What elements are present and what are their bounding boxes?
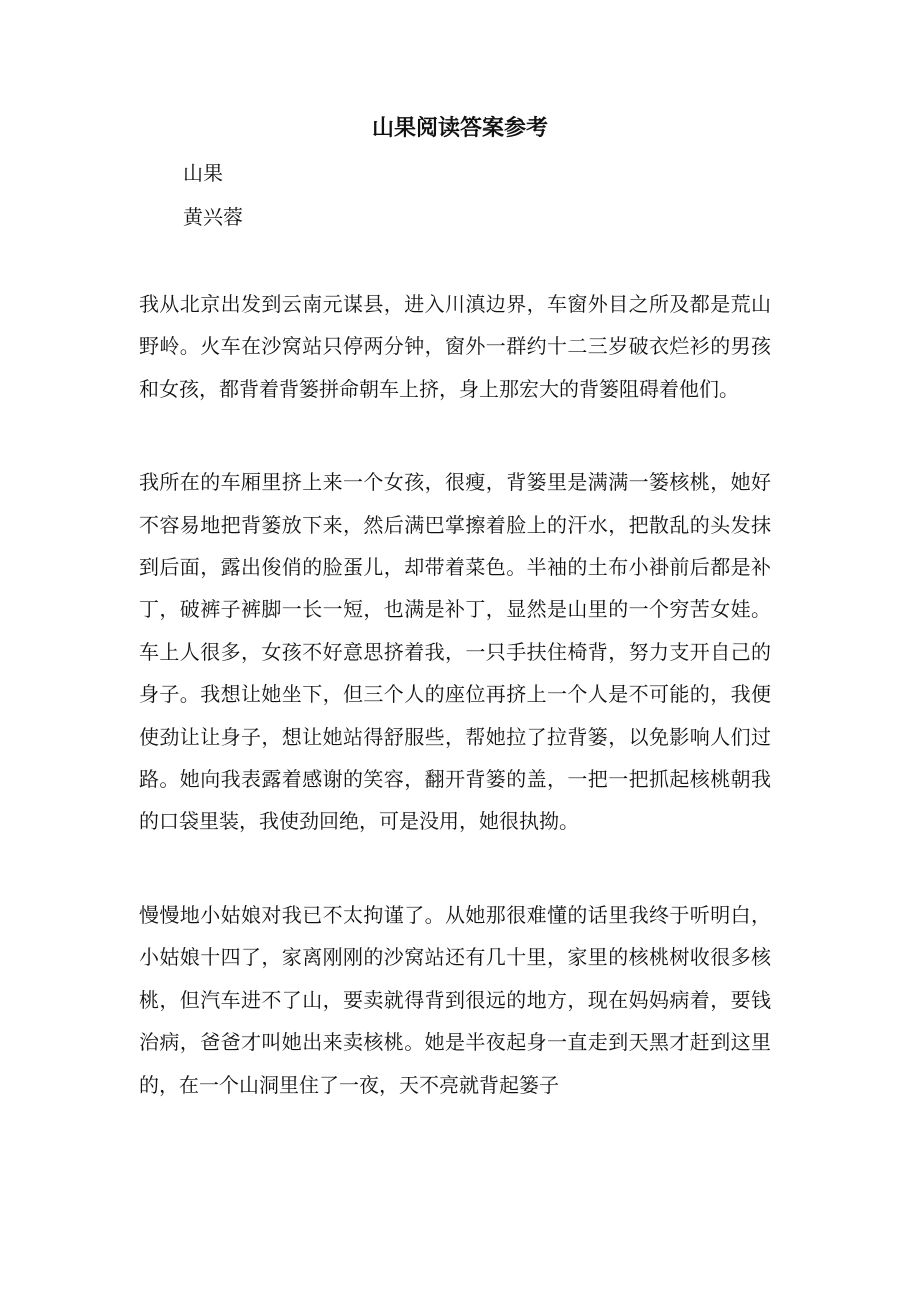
paragraph-3: 慢慢地小姑娘对我已不太拘谨了。从她那很难懂的话里我终于听明白，小姑娘十四了，家离刚刚的沙窝站还有几十里，家里的核桃树收很多核桃，但汽车进不了山，要卖就得背到很远的地方，现在妈妈病着，要钱治病，爸爸才叫她出来卖核桃。她是半夜起身一直走到天黑才赶到这里的，在一个山洞里住了一夜，天不亮就背起篓子 [139, 902, 771, 1097]
paragraph-2: 我所在的车厢里挤上来一个女孩，很瘦，背篓里是满满一篓核桃，她好不容易地把背篓放下来，然后满巴掌擦着脸上的汗水，把散乱的头发抹到后面，露出俊俏的脸蛋儿，却带着菜色。半袖的土布小褂前后都是补丁，破裤子裤脚一长一短，也满是补丁，显然是山里的一个穷苦女娃。车上人很多，女孩不好意思挤着我，一只手扶住椅背，努力支开自己的身子。我想让她坐下，但三个人的座位再挤上一个人是不可能的，我便使劲让让身子，想让她站得舒服些，帮她拉了拉背篓，以免影响人们过路。她向我表露着感谢的笑容，翻开背篓的盖，一把一把抓起核桃朝我的口袋里装，我使劲回绝，可是没用，她很执拗。 [139, 470, 771, 834]
article-author: 黄兴蓉 [183, 205, 243, 229]
article-title: 山果 [183, 161, 223, 185]
document-title: 山果阅读答案参考 [371, 115, 548, 141]
article-body [139, 283, 771, 1157]
paragraph-1: 我从北京出发到云南元谋县，进入川滇边界，车窗外目之所及都是荒山野岭。火车在沙窝站只停两分钟，窗外一群约十二三岁破衣烂衫的男孩和女孩，都背着背篓拼命朝车上挤，身上那宏大的背篓阻碍着他们。 [139, 292, 771, 401]
